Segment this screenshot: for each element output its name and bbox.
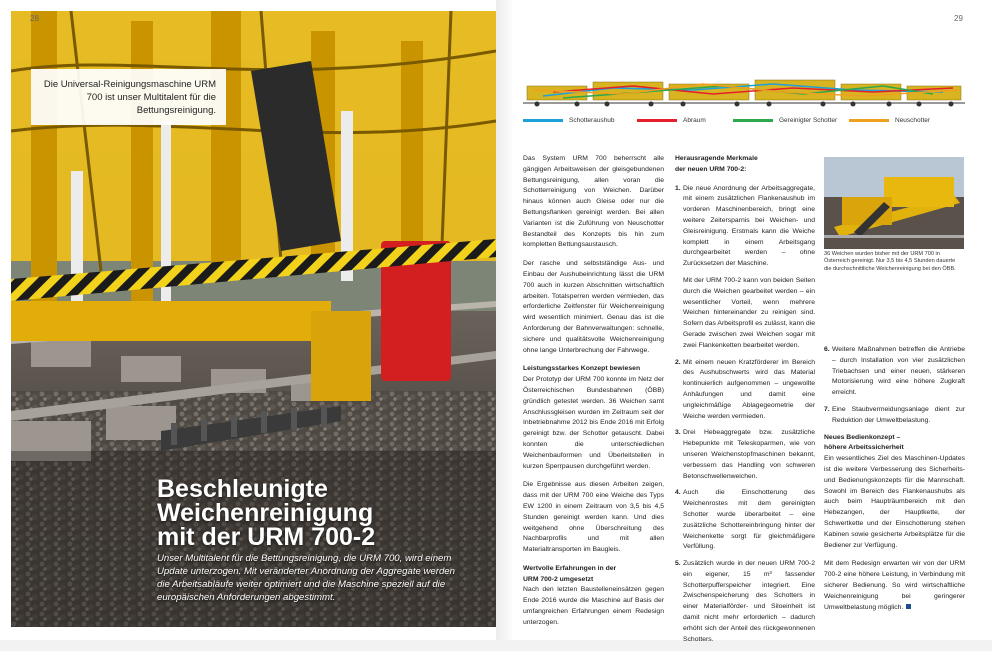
- paragraph: Nach den letzten Baustelleneinsätzen gegen Ende 2016 wurde die Maschine auf Basis der umfangreichen Erfahrungen einem Redesign unterzogen.: [523, 586, 664, 626]
- thumbnail-caption: 36 Weichen wurden bisher mit der URM 700 in Österreich gereinigt. Nur 3,5 bis 4,5 Stunden dauerte die durchschnittliche Weichenreinigung bei den ÖBB.: [824, 251, 956, 272]
- feature-item: [675, 358, 815, 423]
- article-subtitle: Unser Multitalent für die Bettungsreinigung, die URM 700, wird einem Update unterzogen. Mit veränderter Anordnung der Aggregate werden die Arbeitsabläufe weiter optimiert und die Maschine speziell auf die europäischen Anforderungen abgestimmt.: [157, 553, 455, 603]
- paragraph-text: Mit dem Redesign erwarten wir von der URM 700-2 eine höhere Leistung, in Verbindung mit sicherer Bedienung. So wird wirtschaftliche Weichenreinigung bei geringerer Umweltbelastung möglich.: [824, 560, 965, 611]
- item-number: 1.: [675, 184, 681, 192]
- feature-item: [824, 345, 965, 399]
- legend-item: [637, 117, 706, 124]
- item-text: Auch die Einschotterung des Weichenrostes mit dem gereinigten Schotter wurde überarbeitet – eine zusätzliche Schottereinbringung hinter der Weichenkette sorgt für gleichmäßigere Verfüllung.: [683, 489, 815, 551]
- item-text: Die neue Anordnung der Arbeitsaggregate, mit einem zusätzlichen Flankenaushub im vorderen Maschinenbereich, bringt eine weitere Zeitersparnis bei Weichen- und Gleisreinigung. Erstmals kann die Weiche komplett in einem Arbeitsgang durchgearbeitet werden – ohne Zurücksetzen der Maschine.: [683, 184, 815, 268]
- legend-label: Gereinigter Schotter: [779, 117, 838, 124]
- item-number: 3.: [675, 429, 681, 437]
- item-text: Mit einem neuen Kratzförderer im Bereich des Aushubschwerts wird das Material kontinuierlich aufgenommen – ungewollte Anhäufungen und damit eine ungleichmäßige Ablagegeometrie der Weiche werden vermieden.: [683, 358, 815, 420]
- feature-item: [675, 276, 815, 352]
- title-line: Beschleunigte: [157, 475, 328, 503]
- item-text: Weitere Maßnahmen betreffen die Antriebe – durch Installation von vier zusätzlichen Triebachsen und einer neuen, stärkeren Motorisierung wird eine höhere Zugkraft erreicht.: [832, 346, 965, 397]
- paragraph: [824, 559, 965, 613]
- feature-item: [675, 488, 815, 553]
- thumbnail-illustration: [824, 157, 964, 249]
- item-number: 2.: [675, 358, 681, 366]
- paragraph: Das System URM 700 beherrscht alle gängigen Arbeitsweisen der gleisgebundenen Bettungsreinigung, allen voran die Schotterreinigung von Weichen. Darüber hinaus können auch Gleise oder nur die Bettungsflanken gereinigt werden. Bei allen Varianten ist die Zuführung von Neuschotter Bestandteil des Konzepts bis hin zum kompletten Bettungsaustausch.: [523, 155, 664, 249]
- machine-photo: [11, 11, 496, 627]
- text-column-1: [523, 154, 664, 637]
- legend-item: [523, 117, 615, 124]
- feature-item: [675, 184, 815, 270]
- subheading: der neuen URM 700-2:: [675, 165, 747, 173]
- page-gutter: [496, 0, 514, 640]
- photo-caption: Die Universal-Reinigungsmaschine URM 700 ist unser Multitalent für die Bettungsreinigung.: [31, 69, 226, 125]
- legend-swatch: [637, 119, 677, 122]
- legend-swatch: [523, 119, 563, 122]
- page-number-left: 28: [30, 14, 39, 23]
- article-title: [157, 477, 487, 549]
- item-number: 7.: [824, 405, 830, 413]
- item-text: Mit der URM 700-2 kann von beiden Seiten durch die Weichen gearbeitet werden – ein wesentlicher Vorteil, wenn mehrere Weichen hintereinander zu reinigen sind. Sofern das Arbeitsprofil es zulässt, kann die Gerade zwischen zwei Weichen sogar mit zwei Flankenketten bearbeitet werden.: [683, 276, 815, 349]
- legend-swatch: [849, 119, 889, 122]
- paragraph: Der rasche und selbstständige Aus- und Einbau der Aushubeinrichtung lässt die URM 700 auch in kurzen Abschnitten wirtschaftlich arbeiten. Totalsperren werden vermieden, das erforderliche Zeitfenster für Weichenreinigung wird wesentlich minimiert. Genau das ist die Anforderung der Bahnverwaltungen: schnelle, sichere und qualitätsvolle Weichenreinigung ohne lange Unterbrechung der Fahrwege.: [523, 260, 664, 354]
- title-line: mit der URM 700-2: [157, 523, 376, 551]
- item-number: [675, 276, 683, 352]
- text-column-3: [824, 345, 965, 621]
- paragraph: Die Ergebnisse aus diesen Arbeiten zeigen, dass mit der URM 700 eine Weiche des Typs EW 1200 in einem Zeitraum von 3,5 bis 4,5 Stunden gereinigt werden kann. Und dies weitgehend ohne Überschreitung des Nachbarprofils und mit allen Materialtransporten im Baugleis.: [523, 481, 664, 554]
- feature-item: [675, 559, 815, 645]
- item-text: Eine Staubvermeidungsanlage dient zur Reduktion der Umweltbelastung.: [832, 405, 965, 424]
- subheading: Leistungsstarkes Konzept bewiesen: [523, 365, 641, 373]
- legend-item: [733, 117, 837, 124]
- legend-item: [849, 117, 930, 124]
- subheading: höhere Arbeitssicherheit: [824, 444, 904, 452]
- subheading: URM 700-2 umgesetzt: [523, 575, 594, 583]
- page-number-right: 29: [954, 14, 963, 23]
- legend-label: Neuschotter: [895, 117, 931, 124]
- machine-thumbnail: [824, 157, 964, 249]
- machine-flow-diagram: [523, 72, 965, 112]
- subheading: Wertvolle Erfahrungen in der: [523, 564, 617, 572]
- feature-item: [675, 428, 815, 482]
- diagram-legend: [523, 117, 965, 129]
- item-number: 5.: [675, 560, 681, 568]
- subheading: Neues Bedienkonzept –: [824, 433, 901, 441]
- legend-label: Abraum: [683, 117, 706, 124]
- item-text: Zusätzlich wurde in der neuen URM 700-2 ein eigener, 15 m³ fassender Schotterpufferspeicher integriert. Eine Zwischenspeicherung des Schotters in einer Materialförder- und Siloeinheit ist damit nicht mehr erforderlich – dadurch erhöht sich der Anteil des rückgewonnenen Schotters.: [683, 560, 815, 643]
- legend-swatch: [733, 119, 773, 122]
- item-number: 6.: [824, 346, 830, 353]
- paragraph: Ein wesentliches Ziel des Maschinen-Updates ist die weitere Verbesserung des Sicherheits- und Bedienungskonzepts für die Mannschaft. Sowohl im Bereich des Flankenaushubs als auch beim Haupträumbereich mit den Hebezangen, der Hauptkette, der Schwertkette und der Einschotterung stehen Kabinen sowie gesicherte Arbeitsplätze für die Bediener zur Verfügung.: [824, 455, 965, 549]
- subheading: Herausragende Merkmale: [675, 155, 758, 162]
- legend-label: Schotteraushub: [569, 117, 615, 124]
- item-number: 4.: [675, 489, 681, 497]
- paragraph: Der Prototyp der URM 700 konnte im Netz der Österreichischen Bundesbahnen (ÖBB) gründlich getestet werden. 36 Weichen samt Anschlussgleisen wurden im Zeitraum seit der Inbetriebnahme 2012 bis Ende 2016 mit Erfolg gereinigt bzw. der Schotter getauscht. Dabei konnten die unterschiedlichen Weichenbauformen und Überleitstellen in kurzen Sperrpausen durchgeführt werden.: [523, 376, 664, 470]
- title-line: Weichenreinigung: [157, 499, 374, 527]
- end-of-article-icon: [906, 604, 911, 609]
- feature-item: [824, 405, 965, 427]
- item-text: Drei Hebeaggregate bzw. zusätzliche Hebepunkte mit Teleskoparmen, wie von unseren Weichenstopfmaschinen bekannt, verbessern das Handling von schweren Betonschwellenweichen.: [683, 429, 815, 480]
- text-column-2: [675, 154, 815, 651]
